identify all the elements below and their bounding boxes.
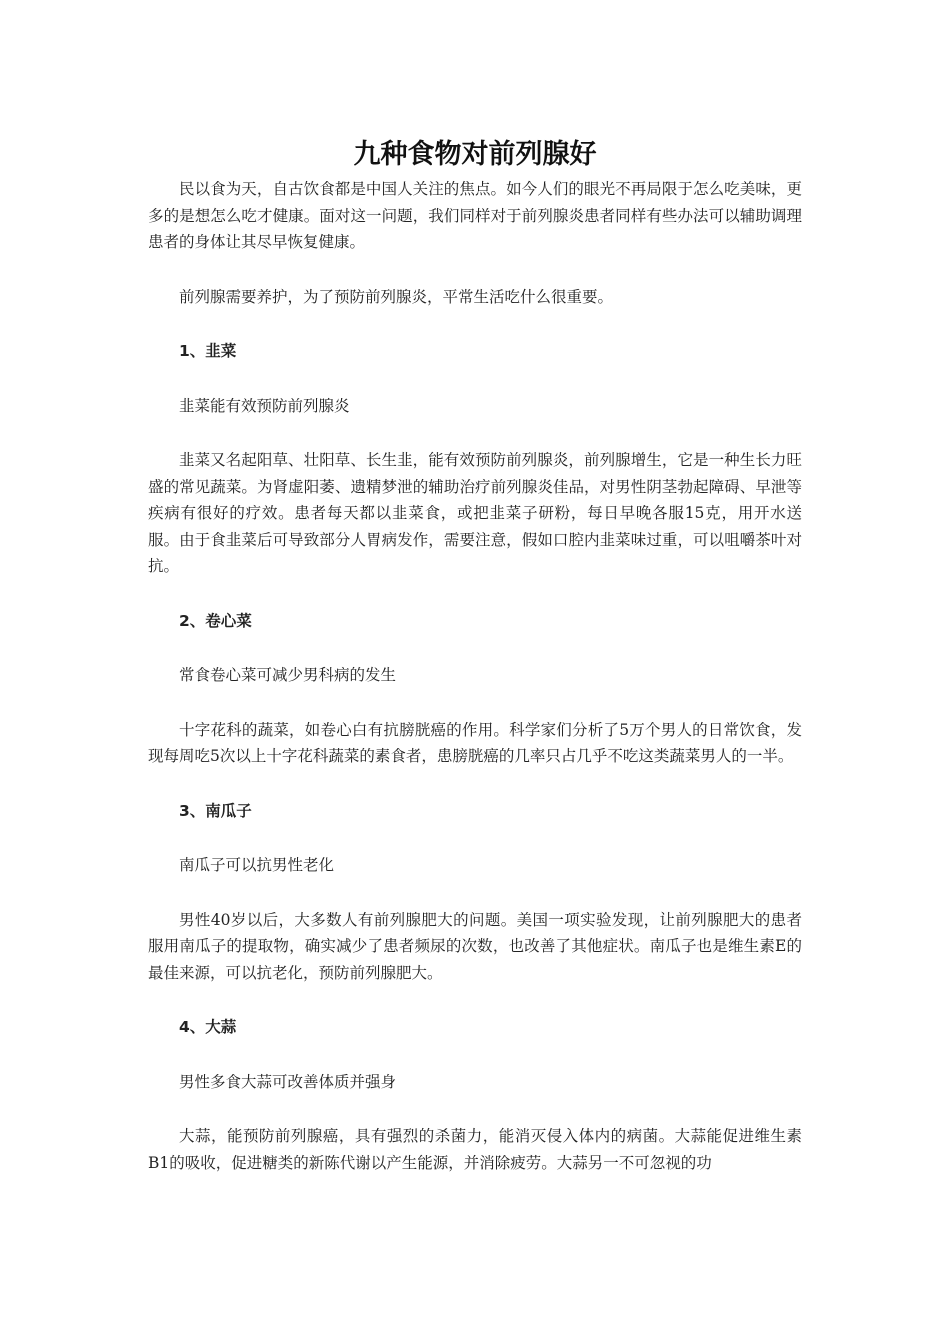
intro-paragraph: 民以食为天，自古饮食都是中国人关注的焦点。如今人们的眼光不再局限于怎么吃美味，更多的是想怎么吃才健康。面对这一问题，我们同样对于前列腺炎患者同样有些办法可以辅助调理患者的身体让其尽早恢复健康。 xyxy=(148,180,802,251)
document-body xyxy=(148,176,802,1176)
section-subtitle: 南瓜子可以抗男性老化 xyxy=(179,856,335,874)
section-body: 男性40岁以后，大多数人有前列腺肥大的问题。美国一项实验发现，让前列腺肥大的患者服用南瓜子的提取物，确实减少了患者频尿的次数，也改善了其他症状。南瓜子也是维生素E的最佳来源，可以抗老化，预防前列腺肥大。 xyxy=(148,910,802,982)
intro-paragraph: 前列腺需要养护，为了预防前列腺炎，平常生活吃什么很重要。 xyxy=(179,287,614,306)
section-subtitle: 韭菜能有效预防前列腺炎 xyxy=(179,396,350,415)
section-heading: 4、大蒜 xyxy=(179,1018,237,1036)
section-heading: 1、韭菜 xyxy=(179,342,237,360)
section-heading: 3、南瓜子 xyxy=(179,801,252,820)
section-body: 大蒜，能预防前列腺癌，具有强烈的杀菌力，能消灭侵入体内的病菌。大蒜能促进维生素B1的吸收，促进糖类的新陈代谢以产生能源，并消除疲劳。大蒜另一不可忽视的功 xyxy=(148,1127,802,1172)
section-subtitle: 男性多食大蒜可改善体质并强身 xyxy=(179,1072,397,1091)
section-heading: 2、卷心菜 xyxy=(179,611,252,630)
section-body: 十字花科的蔬菜，如卷心白有抗膀胱癌的作用。科学家们分析了5万个男人的日常饮食，发现每周吃5次以上十字花科蔬菜的素食者，患膀胱癌的几率只占几乎不吃这类蔬菜男人的一半。 xyxy=(148,720,802,765)
section-body: 韭菜又名起阳草、壮阳草、长生韭，能有效预防前列腺炎，前列腺增生，它是一种生长力旺盛的常见蔬菜。为肾虚阳萎、遗精梦泄的辅助治疗前列腺炎佳品，对男性阴茎勃起障碍、早泄等疾病有很好的疗效。患者每天都以韭菜食，或把韭菜子研粉，每日早晚各服15克，用开水送服。由于食韭菜后可导致部分人胃病发作，需要注意，假如口腔内韭菜味过重，可以咀嚼茶叶对抗。 xyxy=(148,451,802,575)
document-title: 九种食物对前列腺好 xyxy=(353,139,597,170)
section-subtitle: 常食卷心菜可减少男科病的发生 xyxy=(179,666,397,684)
